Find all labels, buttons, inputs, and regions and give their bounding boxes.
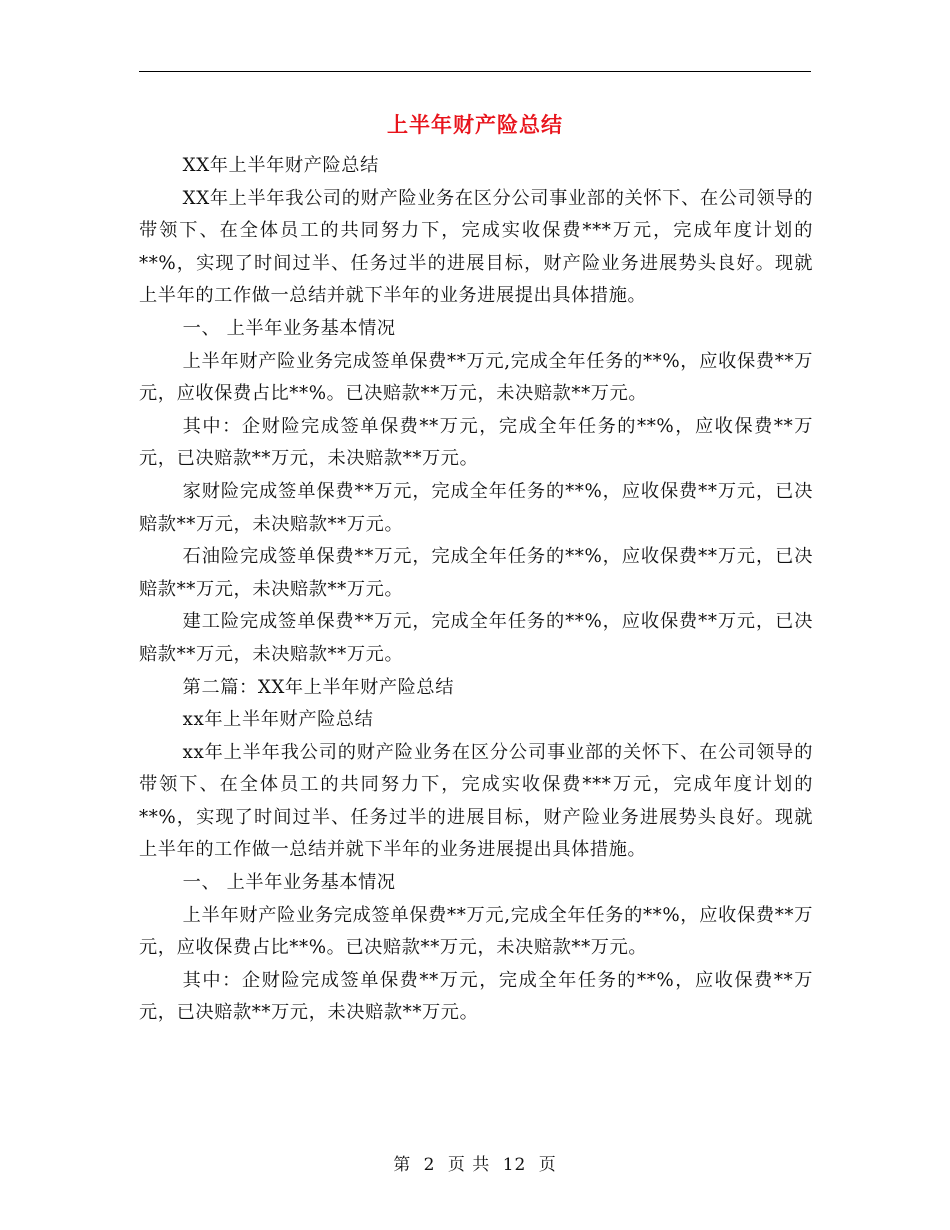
footer-prefix: 第 (393, 1155, 412, 1175)
document-title: 上半年财产险总结 (387, 113, 563, 137)
chapter-heading: 第二篇：XX年上半年财产险总结 (182, 676, 455, 698)
section-heading: 一、 上半年业务基本情况 (182, 872, 396, 894)
paragraph: xx年上半年我公司的财产险业务在区分公司事业部的关怀下、在公司领导的带领下、在全体员工的共同努力下，完成实收保费***万元，完成年度计划的**%，实现了时间过半、任务过半的进展目标，财产险业务进展势头良好。现就上半年的工作做一总结并就下半年的业务进展提出具体措施。 (139, 741, 813, 861)
footer-middle: 页 共 (447, 1155, 491, 1175)
paragraph: 上半年财产险业务完成签单保费**万元,完成全年任务的**%，应收保费**万元，应收保费占比**%。已决赔款**万元，未决赔款**万元。 (139, 904, 813, 959)
footer-suffix: 页 (538, 1155, 557, 1175)
page-total: 12 (502, 1155, 527, 1175)
paragraph: 家财险完成签单保费**万元，完成全年任务的**%，应收保费**万元，已决赔款**万元，未决赔款**万元。 (139, 480, 813, 535)
paragraph: 上半年财产险业务完成签单保费**万元,完成全年任务的**%，应收保费**万元，应收保费占比**%。已决赔款**万元，未决赔款**万元。 (139, 350, 813, 405)
paragraph: XX年上半年我公司的财产险业务在区分公司事业部的关怀下、在公司领导的带领下、在全体员工的共同努力下，完成实收保费***万元，完成年度计划的**%，实现了时间过半、任务过半的进展目标，财产险业务进展势头良好。现就上半年的工作做一总结并就下半年的业务进展提出具体措施。 (139, 187, 813, 307)
page-footer (0, 1153, 950, 1177)
header-rule (139, 71, 811, 72)
paragraph: xx年上半年财产险总结 (182, 709, 374, 731)
section-heading: 一、 上半年业务基本情况 (182, 317, 396, 339)
paragraph: 其中：企财险完成签单保费**万元，完成全年任务的**%，应收保费**万元，已决赔款**万元，未决赔款**万元。 (139, 415, 813, 470)
paragraph: 其中：企财险完成签单保费**万元，完成全年任务的**%，应收保费**万元，已决赔款**万元，未决赔款**万元。 (139, 969, 813, 1024)
page-number: 2 (423, 1155, 436, 1175)
paragraph: XX年上半年财产险总结 (182, 155, 379, 176)
document-body (139, 150, 813, 1030)
paragraph: 石油险完成签单保费**万元，完成全年任务的**%，应收保费**万元，已决赔款**万元，未决赔款**万元。 (139, 546, 813, 600)
paragraph: 建工险完成签单保费**万元，完成全年任务的**%，应收保费**万元，已决赔款**万元，未决赔款**万元。 (139, 611, 813, 665)
